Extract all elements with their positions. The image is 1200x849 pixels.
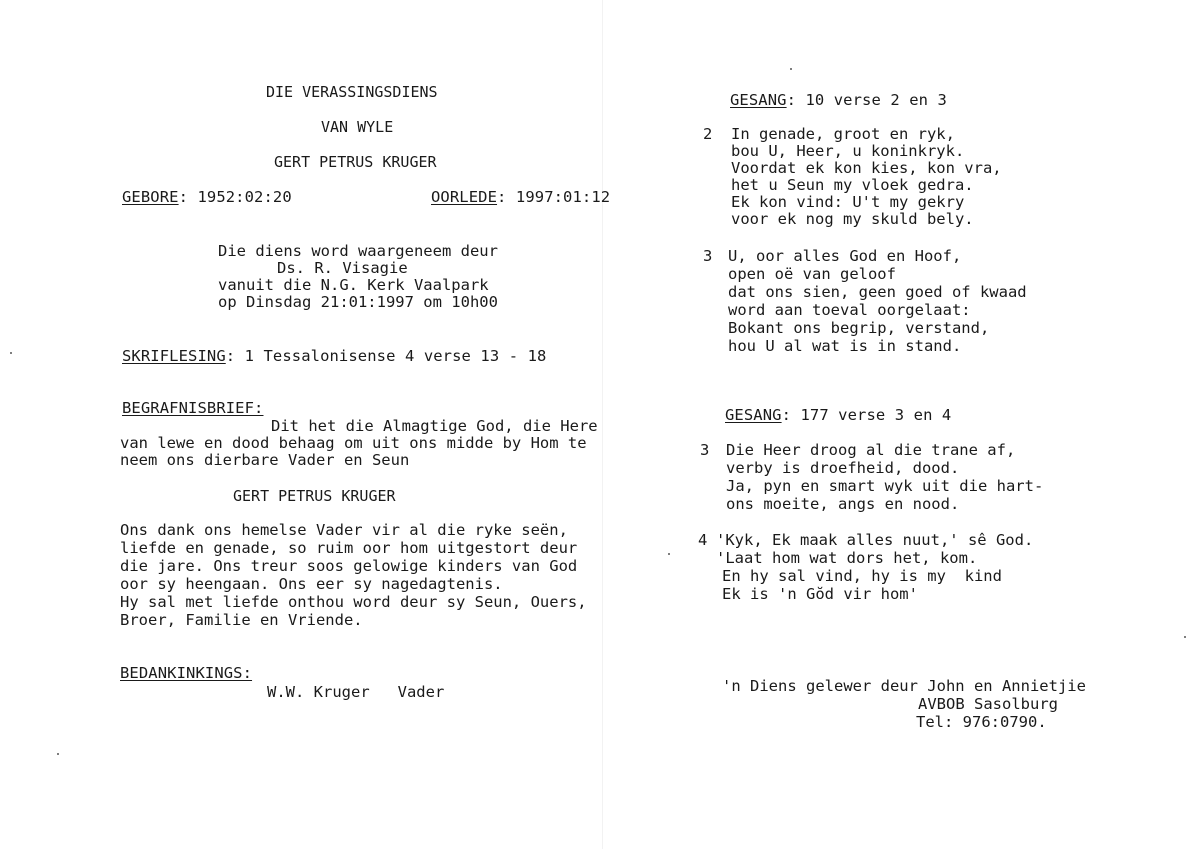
verse-line: In genade, groot en ryk, [731,125,955,143]
deceased-name-2: GERT PETRUS KRUGER [233,487,396,505]
verse-line: Bokant ons begrip, verstand, [728,319,990,337]
verse-line: bou U, Heer, u koninkryk. [731,142,965,160]
skriflesing-value: : 1 Tessalonisense 4 verse 13 - 18 [225,347,547,365]
service-line: Die diens word waargeneem deur [218,242,498,260]
scan-speck [57,753,59,755]
gebore-line [122,189,292,206]
gesang2-label: GESANG [725,406,782,424]
verse-number: 3 [703,247,713,265]
gesang1-line [730,92,947,109]
verse-line: 'Laat hom wat dors het, kom. [716,549,978,567]
verse-line: En hy sal vind, hy is my kind [722,567,1002,585]
gesang2-value: : 177 verse 3 en 4 [781,406,952,424]
thanks-line: oor sy heengaan. Ons eer sy nagedagtenis. [120,575,503,593]
gebore-value: : 1952:02:20 [178,188,292,206]
verse-line: Ek kon vind: U't my gekry [731,193,965,211]
scan-speck [1184,636,1186,638]
scan-speck [668,553,670,555]
verse-line: open oë van geloof [728,265,896,283]
begrafnisbrief-line: Dit het die Almagtige God, die Here [271,417,598,435]
footer-line: AVBOB Sasolburg [918,695,1058,713]
bedankinkings-label: BEDANKINKINGS: [120,664,253,682]
verse-line: ons moeite, angs en nood. [726,495,960,513]
verse-line: word aan toeval oorgelaat: [728,301,971,319]
verse-line: hou U al wat is in stand. [728,337,962,355]
begrafnisbrief-line: neem ons dierbare Vader en Seun [120,451,410,469]
verse-line: voor ek nog my skuld bely. [731,210,974,228]
thanks-line: die jare. Ons treur soos gelowige kinders van God [120,557,578,575]
footer-line: Tel: 976:0790. [916,713,1047,731]
oorlede-line [431,189,610,206]
verse-line: dat ons sien, geen goed of kwaad [728,283,1027,301]
title: DIE VERASSINGSDIENS [266,83,438,101]
service-line: Ds. R. Visagie [277,259,408,277]
verse-line: verby is droefheid, dood. [726,459,960,477]
verse-line: 'Kyk, Ek maak alles nuut,' sê God. [716,531,1034,549]
verse-line: Voordat ek kon kies, kon vra, [731,159,1002,177]
scan-speck [790,68,792,70]
skriflesing-label: SKRIFLESING [122,347,226,365]
verse-line: Ek is 'n Gŏd vir hom' [722,585,918,603]
verse-number: 2 [703,125,713,143]
gesang1-value: : 10 verse 2 en 3 [786,91,947,109]
thanks-line: liefde en genade, so ruim oor hom uitgestort deur [120,539,578,557]
begrafnisbrief-label: BEGRAFNISBRIEF: [122,399,264,417]
service-line: vanuit die N.G. Kerk Vaalpark [218,276,489,294]
thanks-line: Broer, Familie en Vriende. [120,611,363,629]
gesang1-label: GESANG [730,91,787,109]
van-wyle: VAN WYLE [321,118,394,136]
gesang2-line [725,407,951,424]
verse-number: 4 [698,531,708,549]
verse-line: Ja, pyn en smart wyk uit die hart- [726,477,1044,495]
thanks-line: Ons dank ons hemelse Vader vir al die ryke seën, [120,521,568,539]
gebore-label: GEBORE [122,188,179,206]
begrafnisbrief-line: van lewe en dood behaag om uit ons midde by Hom te [120,434,587,452]
thanks-line: Hy sal met liefde onthou word deur sy Seun, Ouers, [120,593,587,611]
scan-speck [10,352,12,354]
oorlede-value: : 1997:01:12 [497,188,611,206]
deceased-name: GERT PETRUS KRUGER [274,153,437,171]
verse-number: 3 [700,441,710,459]
page-fold [602,0,603,849]
skriflesing-line [122,348,546,365]
oorlede-label: OORLEDE [431,188,498,206]
verse-line: het u Seun my vloek gedra. [731,176,974,194]
footer-line: 'n Diens gelewer deur John en Annietjie [722,677,1086,695]
verse-line: Die Heer droog al die trane af, [726,441,1016,459]
verse-line: U, oor alles God en Hoof, [728,247,962,265]
service-line: op Dinsdag 21:01:1997 om 10h00 [218,293,498,311]
bedankinkings-line: W.W. Kruger Vader [267,683,445,701]
